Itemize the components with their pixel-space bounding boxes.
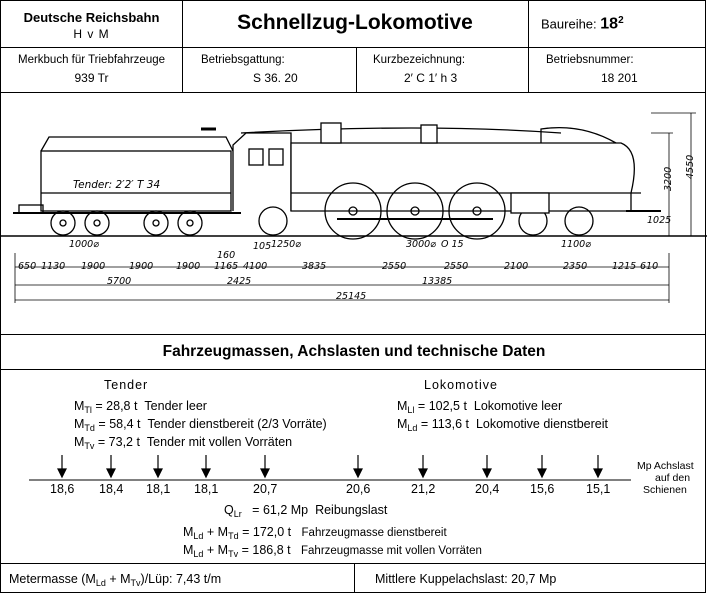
divider — [1, 334, 705, 335]
tender-wheels — [51, 211, 202, 235]
dim: 13385 — [422, 276, 453, 287]
kuppelachslast: Mittlere Kuppelachslast: 20,7 Mp — [375, 572, 557, 586]
tender-heading: Tender — [104, 378, 149, 392]
tender-top — [41, 137, 233, 151]
dim: 2100 — [504, 261, 529, 272]
sum-voll: $M_{Ld} + M_{Tv} = 186,8$ t Fahrzeugmasse mit vollen Vorräten — [183, 543, 482, 559]
wheel-trail: 1100⌀ — [561, 239, 591, 250]
dome — [321, 123, 341, 143]
height-dim: 3200 — [663, 166, 674, 191]
small-dim: 1025 — [647, 215, 672, 226]
dim: 1215 — [612, 261, 637, 272]
wheel-front: 1250⌀ — [271, 239, 301, 250]
smoke-deflector — [541, 128, 616, 143]
axle-value: 21,2 — [411, 482, 436, 496]
dim: 4100 — [243, 261, 268, 272]
tender-row: $M_{Tl} = 28,8$ t Tender leer — [74, 399, 207, 415]
kurz-value: 2′ C 1′ h 3 — [404, 71, 458, 85]
height-dim: 4550 — [685, 154, 696, 179]
tender-row: $M_{Tv} = 73,2$ t Tender mit vollen Vorräten — [74, 435, 293, 451]
dim: 2425 — [227, 276, 252, 287]
axle-value: 18,6 — [50, 482, 75, 496]
divider — [528, 47, 529, 92]
wheel-drive-extra: O 15 — [441, 239, 464, 250]
gattung-label: Betriebsgattung: — [201, 54, 285, 66]
sum-dienstbereit: $M_{Ld} + M_{Td} = 172,0$ t Fahrzeugmasse dienstbereit — [183, 525, 447, 541]
cylinder — [511, 193, 549, 213]
dim: 650 — [18, 261, 37, 272]
dim: 2550 — [382, 261, 407, 272]
tender-label: Tender: 2′2′ T 34 — [73, 179, 161, 191]
dim: 1165 — [214, 261, 239, 272]
reibungslast: $Q_{Lr}$ = 61,2 Mp Reibungslast — [224, 503, 388, 519]
org-subname: H v M — [73, 27, 110, 41]
loco-row: $M_{Ll} = 102,5$ t Lokomotive leer — [397, 399, 563, 415]
divider — [354, 563, 355, 593]
axle-value: 18,1 — [194, 482, 219, 496]
axle-value: 15,6 — [530, 482, 555, 496]
loco-row: $M_{Ld} = 113,6$ t Lokomotive dienstbereit — [397, 417, 608, 433]
baureihe-label: Baureihe: — [541, 16, 597, 32]
divider — [1, 563, 705, 564]
axle-value: 20,7 — [253, 482, 278, 496]
nummer-label: Betriebsnummer: — [546, 54, 634, 66]
kurz-label: Kurzbezeichnung: — [373, 54, 466, 66]
dim: 1130 — [41, 261, 66, 272]
axle-value: 20,4 — [475, 482, 500, 496]
nummer-value: 18 201 — [601, 71, 638, 85]
org-name: Deutsche Reichsbahn — [23, 10, 160, 25]
merkbuch-label: Merkbuch für Triebfahrzeuge — [17, 54, 166, 66]
divider — [1, 47, 705, 48]
wheel-tender: 1000⌀ — [69, 239, 99, 250]
metermasse: Metermasse ($M_{Ld}$ + $M_{Tv}$)/Lüp: 7,43 t/m — [9, 572, 222, 588]
gattung-value: S 36. 20 — [253, 71, 298, 85]
axle-value: 18,1 — [146, 482, 171, 496]
wheel-drive: 3000⌀ — [406, 239, 436, 250]
tender-row: $M_{Td} = 58,4$ t Tender dienstbereit (2/3 Vorräte) — [74, 417, 327, 433]
total-length: 25145 — [336, 291, 367, 302]
axle-arrows — [1, 453, 707, 483]
merkbuch-value: 939 Tr — [74, 71, 109, 85]
boiler — [291, 143, 634, 211]
axle-value: 20,6 — [346, 482, 371, 496]
divider — [1, 369, 705, 370]
dim: 1900 — [129, 261, 154, 272]
divider — [356, 47, 357, 92]
baureihe-sup: 2 — [618, 15, 624, 26]
loco-heading: Lokomotive — [424, 378, 498, 392]
sand-dome — [421, 125, 437, 143]
dim: 2350 — [563, 261, 588, 272]
axle-value: 18,4 — [99, 482, 124, 496]
baureihe-value: 18 — [600, 15, 619, 33]
dim: 5700 — [107, 276, 132, 287]
dim: 1900 — [81, 261, 106, 272]
axle-value: 15,1 — [586, 482, 611, 496]
page-title: Schnellzug-Lokomotive — [237, 11, 473, 34]
cab — [233, 133, 291, 211]
baureihe — [541, 15, 624, 33]
divider — [528, 1, 529, 47]
dim: 1900 — [176, 261, 201, 272]
dim: 3835 — [302, 261, 327, 272]
small-dim: 160 — [217, 250, 236, 261]
small-dim: 105 — [253, 241, 272, 252]
axle-legend: Mp Achslast auf den Schienen — [637, 460, 694, 496]
dim: 2550 — [444, 261, 469, 272]
section-title: Fahrzeugmassen, Achslasten und technische Daten — [162, 343, 546, 360]
dim: 610 — [640, 261, 659, 272]
